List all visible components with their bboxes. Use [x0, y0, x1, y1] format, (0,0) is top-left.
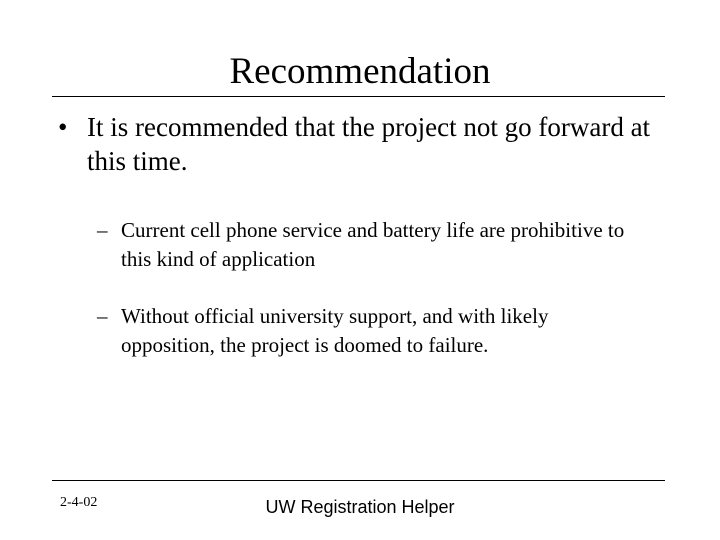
- bullet-icon: •: [58, 112, 68, 142]
- sub-bullet-battery: [97, 216, 637, 274]
- sub-bullet-text: Current cell phone service and battery life are prohibitive to this kind of application: [121, 218, 625, 271]
- dash-icon: –: [97, 304, 108, 328]
- sub-bullet-support: [97, 302, 637, 360]
- footer-date: 2-4-02: [60, 495, 98, 510]
- footer-divider: [52, 480, 665, 481]
- dash-icon: –: [97, 218, 108, 242]
- sub-bullet-text: Without official university support, and with likely opposition, the project is doomed to failure.: [121, 304, 549, 357]
- title-divider: [52, 96, 665, 97]
- main-bullet-text: It is recommended that the project not go forward at this time.: [87, 112, 651, 176]
- slide-title: Recommendation: [229, 51, 491, 92]
- footer-title: UW Registration Helper: [265, 497, 455, 517]
- main-bullet: [58, 110, 658, 178]
